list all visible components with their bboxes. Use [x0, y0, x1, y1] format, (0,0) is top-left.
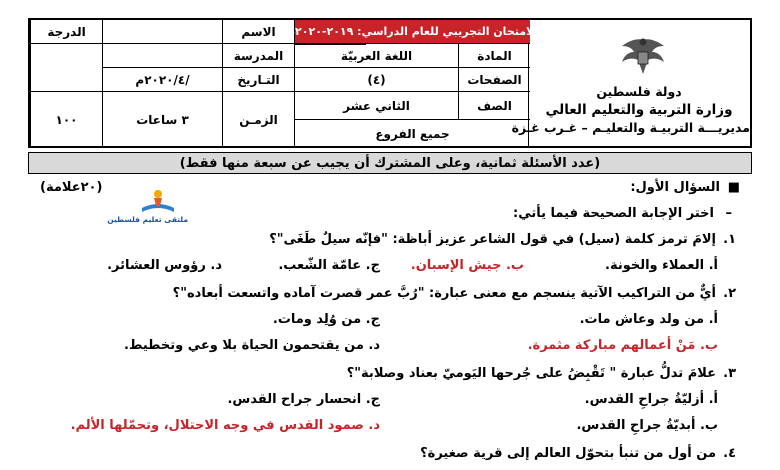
item-number: ٤.	[723, 446, 736, 461]
instruction-text: اختر الإجابة الصحيحة فيما يأتي:	[513, 206, 714, 221]
palestine-eagle-emblem-icon	[616, 34, 670, 78]
option-b: ب. أبديّةُ جراحِ القدس.	[576, 418, 718, 433]
time-label: الزمـن	[222, 92, 294, 148]
time-value: ٣ ساعات	[102, 92, 222, 148]
dash-icon: –	[725, 206, 732, 221]
option-b-correct: ب. جيش الإسبان.	[410, 258, 524, 273]
option-d: د. رؤوس العشائر.	[107, 258, 222, 273]
option-d: د. من يقتحمون الحياة بلا وعي وتخطيط.	[124, 338, 380, 353]
item-question: علامَ تدلُّ عبارة " تَقْبِضُ على جُرحها اليَوميّ بعناد وصلابة"؟	[346, 366, 716, 381]
grade-label: الدرجة	[30, 20, 102, 44]
ministry-name: وزارة التربية والتعليم العالي	[545, 102, 733, 118]
branches-value: جميع الفروع	[294, 120, 530, 148]
student-name-field	[102, 20, 222, 44]
option-c: ج. انحسار جراح القدس.	[227, 392, 380, 407]
grade-level-label: الصف	[458, 92, 530, 120]
item-number: ١.	[723, 232, 736, 247]
option-a: أ. أزليّةُ جراحِ القدس.	[584, 392, 718, 407]
item-number: ٢.	[723, 286, 736, 301]
question-bullet-icon: ■	[727, 180, 740, 195]
option-c: ج. عامّة الشّعب.	[278, 258, 380, 273]
question-title: السؤال الأول:	[630, 180, 720, 195]
directorate-name: مديريـــة التربيـة والتعليـم – غـرب غـزة	[511, 120, 750, 135]
school-label: المدرسة	[222, 44, 294, 68]
date-label: التـاريخ	[222, 68, 294, 92]
student-name-label: الاسم	[222, 20, 294, 44]
date-value: /٢٠٢٠/٤م	[102, 68, 222, 92]
site-logo	[107, 186, 188, 224]
school-field	[102, 44, 222, 68]
ministry-logo-block	[511, 20, 750, 148]
option-d-correct: د. صمود القدس في وجه الاحتلال، وتحمّلها الألم.	[70, 418, 380, 433]
country-name: دولة فلسطين	[596, 84, 682, 99]
option-a: أ. العملاء والخونة.	[605, 258, 718, 273]
item-question: إلامَ ترمز كلمة (سيل) في قول الشاعر عزيز أباظة: "فإنّه سيلٌ طَغَى"؟	[269, 232, 716, 247]
exam-header	[28, 18, 752, 148]
instructions-banner: (عدد الأسئلة ثمانية، وعلى المشترك أن يجيب عن سبعة منها فقط)	[28, 152, 752, 174]
grade-level-value: الثاني عشر	[294, 92, 458, 120]
exam-title: الامتحان التجريبي للعام الدراسي: ٢٠١٩-٢٠٢٠م	[294, 20, 530, 44]
grade-value: ١٠٠	[30, 92, 102, 148]
subject-value: اللغة العربيّة	[294, 44, 458, 68]
option-b-correct: ب. مَنْ أعمالهم مباركة مثمرة.	[527, 338, 718, 353]
option-c: ج. من وُلِد ومات.	[272, 312, 380, 327]
site-logo-caption: ملتقى تعليم فلسطين	[107, 215, 188, 224]
pages-label: الصفحات	[458, 68, 530, 92]
subject-label: المادة	[458, 44, 530, 68]
item-question: من أول من تنبأ بتحوّل العالم إلى قرية صغيرة؟	[420, 446, 716, 461]
pages-value: (٤)	[294, 68, 458, 92]
exam-page	[10, 8, 770, 470]
item-number: ٣.	[723, 366, 736, 381]
item-question: أيٌّ من التراكيب الآتية ينسجم مع معنى عبارة: "رُبَّ عمر قصرت آماده واتسعت أبعاده"؟	[172, 286, 716, 301]
option-a: أ. من ولد وعاش مات.	[579, 312, 718, 327]
question-marks: (٢٠علامة)	[40, 180, 103, 195]
grade-blank	[30, 44, 102, 92]
book-person-icon	[128, 186, 188, 214]
info-grid	[30, 20, 539, 148]
